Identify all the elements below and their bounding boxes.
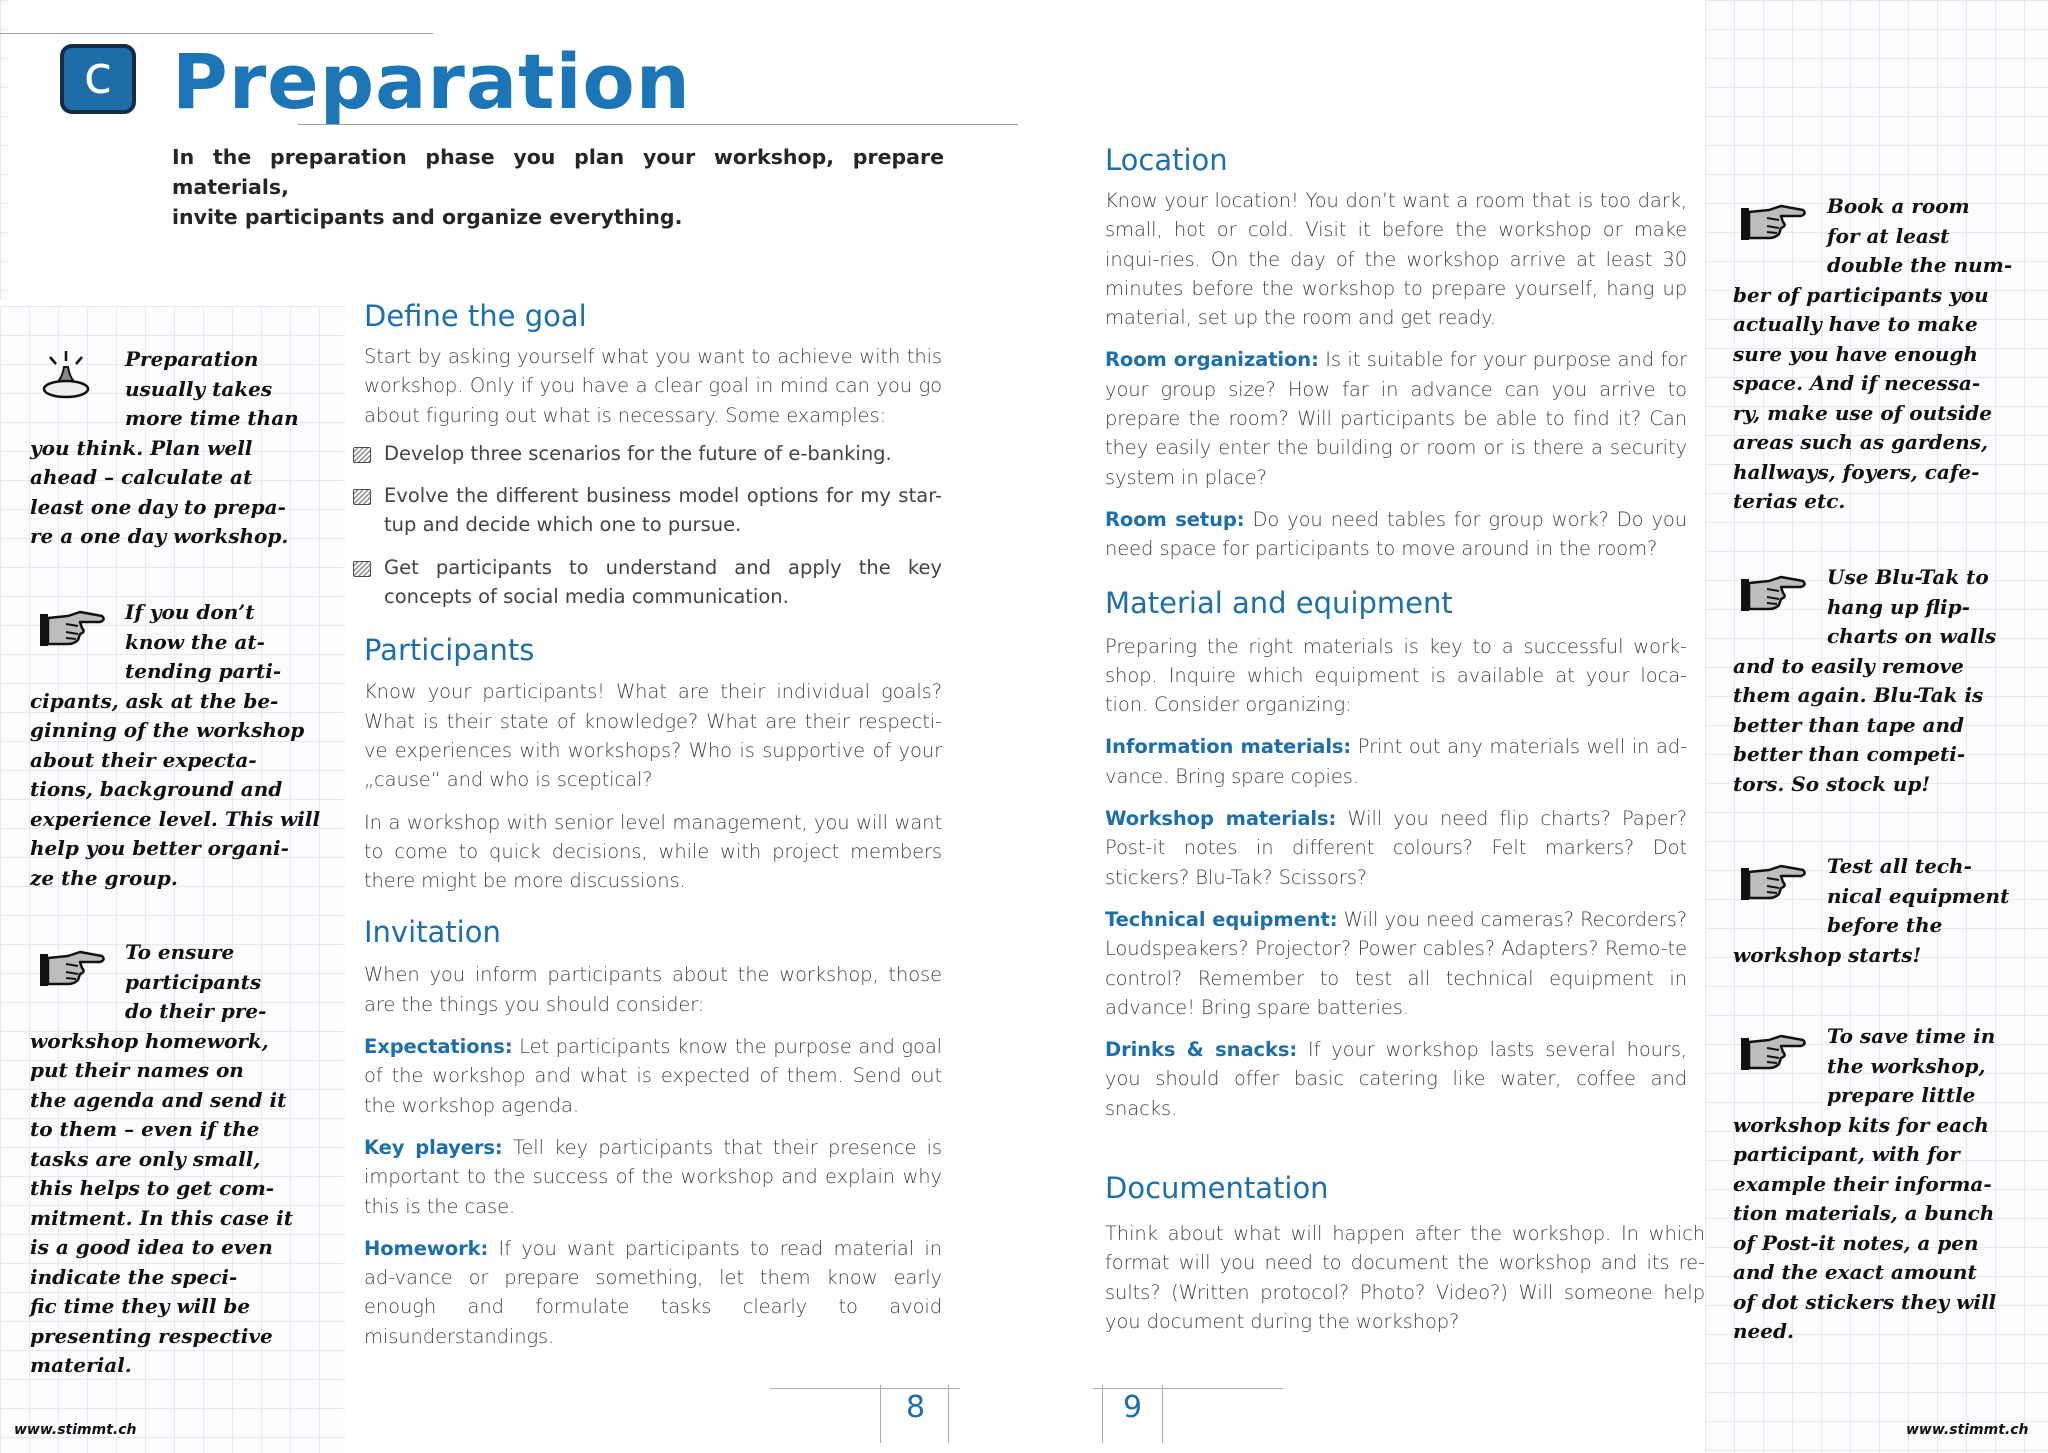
note-line: ze the group. — [30, 865, 178, 890]
page-number-rule — [1102, 1385, 1103, 1443]
note-line: to them – even if the — [30, 1117, 260, 1141]
page-number-rule — [948, 1385, 949, 1443]
location-heading: Location — [1105, 143, 1228, 177]
workshop-materials-text: Will you need flip charts? Paper? Post-it notes in different colours? Felt markers? Dot stickers? Blu-Tak? Scissors? — [1105, 807, 1687, 889]
note-line: and the exact amount — [1733, 1260, 1977, 1284]
room-organization-text: Is it suitable for your purpose and for your group size? How far in advance can you arrive to prepare the room? Will participants be able to find it? Can they easily enter the building or room or is there a security system in place? — [1105, 348, 1688, 489]
page-number-rule — [1093, 1388, 1283, 1389]
pointing-hand-icon — [1739, 202, 1809, 246]
side-note — [1733, 192, 2038, 517]
page-number-rule — [880, 1385, 881, 1443]
list-item-text: Get participants to understand and apply the key concepts of social media communication. — [384, 555, 942, 609]
footer-url-right[interactable]: www.stimmt.ch — [1906, 1422, 2029, 1438]
note-line: mitment. In this case it — [30, 1205, 293, 1230]
note-line: charts on walls — [1827, 624, 1997, 648]
note-line: about their expecta- — [30, 747, 257, 772]
information-materials-paragraph — [1105, 732, 1687, 791]
key-players-paragraph — [364, 1133, 942, 1221]
note-line: Test all tech- — [1827, 854, 1972, 878]
footer-url-left[interactable]: www.stimmt.ch — [14, 1422, 137, 1438]
note-line: know the at- — [125, 629, 265, 654]
note-line: Use Blu-Tak to — [1827, 565, 1989, 589]
note-line: workshop kits for each — [1733, 1112, 1989, 1137]
note-line: the workshop, — [1827, 1053, 1986, 1078]
expectations-label: Expectations: — [364, 1035, 513, 1059]
note-line: help you better organi- — [30, 836, 289, 860]
note-line: fic time they will be — [30, 1294, 251, 1318]
note-line: prepare little — [1827, 1083, 1976, 1107]
note-line: hallways, foyers, cafe- — [1733, 459, 1980, 484]
participants-heading: Participants — [364, 633, 535, 668]
note-line: is a good idea to even — [30, 1235, 273, 1259]
side-note — [30, 345, 330, 552]
note-line: actually have to make — [1733, 312, 1978, 336]
homework-label: Homework: — [364, 1236, 489, 1260]
workshop-materials-label: Workshop materials: — [1105, 807, 1337, 831]
key-players-label: Key players: — [364, 1135, 503, 1159]
note-line: them again. Blu-Tak is — [1733, 683, 1984, 707]
page-title: Preparation — [172, 37, 691, 126]
note-line: tion materials, a bunch — [1733, 1201, 1995, 1225]
list-item — [353, 553, 942, 612]
note-line: tions, background and — [30, 777, 283, 801]
note-line: workshop homework, — [30, 1028, 269, 1053]
note-line: more time than — [125, 406, 299, 430]
right-main-column — [1105, 140, 1705, 1336]
pointing-hand-icon — [1739, 573, 1809, 617]
page-number-rule — [770, 1388, 960, 1389]
note-line: To ensure — [125, 940, 235, 964]
pointing-hand-icon — [38, 948, 108, 992]
checkbox-icon — [353, 447, 371, 463]
expectations-paragraph — [364, 1032, 942, 1120]
pointing-hand-icon — [1739, 862, 1809, 906]
information-materials-text: Print out any materials well in ad-vance. Bring spare copies. — [1105, 735, 1688, 788]
list-item — [353, 439, 942, 468]
page-number-right: 9 — [1123, 1390, 1143, 1425]
grid-background-strip — [0, 0, 8, 300]
intro-line: invite participants and organize everything. — [172, 205, 683, 229]
note-line: Book a room — [1827, 194, 1970, 218]
note-line: areas such as gardens, — [1733, 430, 1989, 454]
intro-text — [172, 142, 944, 232]
chapter-badge — [60, 44, 136, 114]
room-setup-text: Do you need tables for group work? Do you need space for participants to move around in the room? — [1105, 507, 1687, 561]
homework-paragraph — [364, 1234, 942, 1351]
homework-text: If you want participants to read material in ad-vance or prepare something, let them know early enough and formulate tasks clearly to avoid misunderstandings. — [364, 1236, 942, 1348]
note-line: space. And if necessa- — [1733, 371, 1981, 395]
note-line: double the num- — [1827, 253, 2013, 277]
workshop-materials-paragraph — [1105, 804, 1687, 892]
note-line: To save time in — [1827, 1024, 1996, 1048]
side-note — [1733, 1022, 2038, 1347]
room-organization-paragraph — [1105, 345, 1687, 491]
note-line: experience level. This will — [30, 806, 321, 831]
note-line: tasks are only small, — [30, 1146, 261, 1171]
side-note — [1733, 563, 2038, 799]
participants-text: Know your participants! What are their individual goals? What is their state of knowledge? What are their respecti-ve experiences with workshops? Who is supportive of your „cause“ and who is sceptical? — [364, 680, 942, 792]
note-line: participants — [125, 969, 262, 994]
note-line: hang up flip- — [1827, 594, 1970, 619]
drinks-snacks-label: Drinks & snacks: — [1105, 1038, 1298, 1062]
technical-equipment-text: Will you need cameras? Recorders? Loudspeakers? Projector? Power cables? Adapters? Remo-te control? Remember to test all technical equipment in advance! Bring spare batteries. — [1105, 907, 1688, 1019]
page-number-rule — [1162, 1385, 1163, 1443]
expectations-text: Let participants know the purpose and goal of the workshop and what is expected of them. Send out the workshop agenda. — [364, 1035, 942, 1117]
side-note — [30, 938, 330, 1381]
note-line: ry, make use of outside — [1733, 400, 1992, 425]
side-note — [30, 598, 330, 893]
note-line: nical equipment — [1827, 883, 2010, 908]
left-main-column — [364, 296, 942, 1351]
documentation-heading: Documentation — [1105, 1171, 1329, 1206]
note-line: tors. So stock up! — [1733, 771, 1931, 796]
note-line: the agenda and send it — [30, 1087, 287, 1112]
invitation-heading: Invitation — [364, 915, 501, 950]
pointing-hand-icon — [1739, 1032, 1809, 1076]
list-item-text: Evolve the different business model options for my star-tup and decide which one to pursue. — [384, 484, 942, 537]
goal-examples-list — [353, 439, 942, 611]
room-setup-paragraph — [1105, 505, 1687, 564]
lamp-icon — [36, 349, 96, 401]
drinks-snacks-paragraph — [1105, 1035, 1687, 1123]
note-line: presenting respective — [30, 1323, 273, 1348]
note-line: If you don’t — [125, 600, 255, 624]
information-materials-label: Information materials: — [1105, 735, 1352, 759]
note-line: for at least — [1827, 223, 1950, 248]
invitation-text: When you inform participants about the workshop, those are the things you should consider: — [364, 963, 942, 1016]
note-line: cipants, ask at the be- — [30, 688, 279, 713]
note-line: participant, with for — [1733, 1142, 1960, 1166]
technical-equipment-paragraph — [1105, 905, 1687, 1022]
note-line: tending parti- — [125, 659, 282, 683]
checkbox-icon — [353, 561, 371, 577]
side-note — [1733, 852, 2038, 970]
define-goal-heading: Define the goal — [364, 299, 587, 333]
key-players-text: Tell key participants that their presence is important to the success of the workshop and explain why this is the case. — [364, 1135, 942, 1218]
note-line: need. — [1733, 1319, 1794, 1343]
documentation-text: Think about what will happen after the workshop. In which format will you need to document the workshop and its re-sults? (Written protocol? Photo? Video?) Will someone help you document during the workshop? — [1105, 1222, 1705, 1333]
top-rule — [0, 33, 433, 34]
note-line: ahead – calculate at — [30, 465, 253, 489]
room-setup-label: Room setup: — [1105, 507, 1245, 531]
note-line: sure you have enough — [1733, 341, 1978, 366]
chapter-letter: c — [83, 46, 113, 106]
note-line: this helps to get com- — [30, 1176, 275, 1200]
note-line: and to easily remove — [1733, 653, 1964, 678]
note-line: material. — [30, 1353, 132, 1377]
intro-line: In the preparation phase you plan your workshop, prepare materials, — [172, 145, 944, 199]
note-line: do their pre- — [125, 999, 267, 1023]
list-item-text: Develop three scenarios for the future of e-banking. — [384, 441, 892, 465]
location-text: Know your location! You don’t want a room that is too dark, small, hot or cold. Visit it before the workshop or make inqui-ries. On the day of the workshop arrive at least 30 minutes before the workshop to prepare yourself, hang up material, set up the room and get ready. — [1105, 189, 1687, 330]
note-line: put their names on — [30, 1058, 244, 1082]
material-text: Preparing the right materials is key to a successful work-shop. Inquire which equipment is available at your loca-tion. Consider organizing: — [1105, 634, 1687, 717]
checkbox-icon — [353, 489, 371, 505]
define-goal-text: Start by asking yourself what you want to achieve with this workshop. Only if you have a clear goal in mind can you go about figuring out what is necessary. Some examples: — [364, 345, 942, 427]
note-line: of Post-it notes, a pen — [1733, 1230, 1979, 1255]
material-heading: Material and equipment — [1105, 585, 1453, 620]
note-line: better than competi- — [1733, 742, 1966, 766]
note-line: terias etc. — [1733, 489, 1846, 513]
pointing-hand-icon — [38, 608, 108, 652]
note-line: before the — [1827, 913, 1943, 937]
page-number-left: 8 — [906, 1390, 926, 1425]
participants-text-2: In a workshop with senior level management, you will want to come to quick decisions, while with project members there might be more discussions. — [364, 810, 942, 893]
note-line: indicate the speci- — [30, 1264, 238, 1289]
note-line: example their informa- — [1733, 1171, 1992, 1196]
note-line: workshop starts! — [1733, 942, 1922, 967]
note-line: ginning of the workshop — [30, 718, 305, 742]
room-organization-label: Room organization: — [1105, 348, 1319, 372]
drinks-snacks-text: If your workshop lasts several hours, you should offer basic catering like water, coffee and snacks. — [1105, 1038, 1687, 1120]
note-line: better than tape and — [1733, 712, 1965, 737]
note-line: re a one day workshop. — [30, 524, 289, 548]
technical-equipment-label: Technical equipment: — [1105, 907, 1338, 931]
note-line: Preparation — [125, 347, 259, 371]
note-line: least one day to prepa- — [30, 494, 286, 519]
note-line: ber of participants you — [1733, 282, 1989, 307]
list-item — [353, 481, 942, 540]
note-line: of dot stickers they will — [1733, 1289, 1997, 1314]
note-line: you think. Plan well — [30, 435, 253, 460]
note-line: usually takes — [125, 376, 273, 401]
